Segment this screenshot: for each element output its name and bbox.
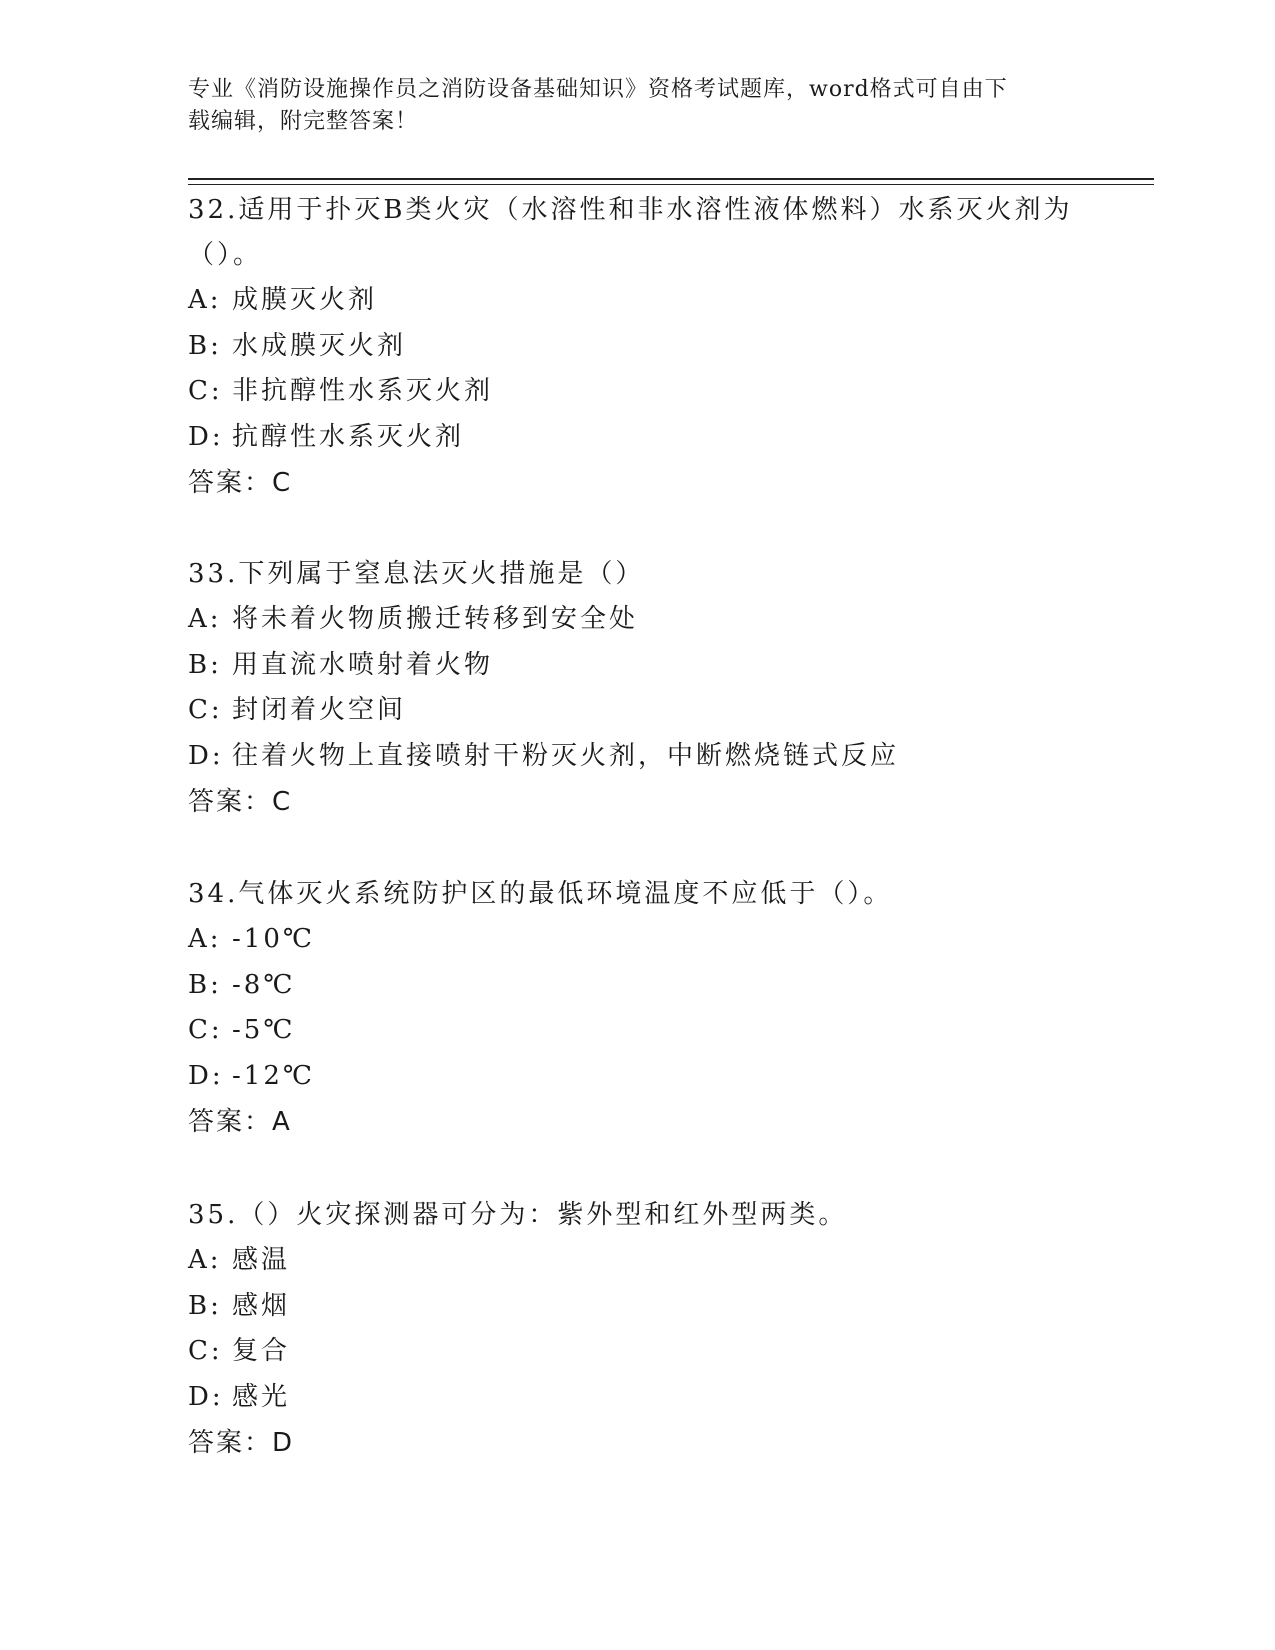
question-34 bbox=[188, 872, 1128, 1145]
document-header bbox=[188, 74, 1088, 138]
option-text: 感光 bbox=[232, 1381, 291, 1412]
option-b bbox=[188, 324, 1128, 370]
answer-line: 答案：D bbox=[188, 1428, 295, 1458]
option-text: 封闭着火空间 bbox=[232, 695, 407, 725]
option-a bbox=[188, 597, 1128, 643]
option-key: A: bbox=[188, 604, 222, 634]
option-key: C: bbox=[188, 695, 223, 725]
option-text: 抗醇性水系灭火剂 bbox=[232, 421, 465, 452]
option-a bbox=[188, 278, 1128, 324]
option-text: -5℃ bbox=[232, 1015, 296, 1045]
option-text: 将未着火物质搬迁转移到安全处 bbox=[232, 604, 639, 634]
option-c bbox=[188, 688, 1128, 734]
header-line-1: 专业《消防设施操作员之消防设备基础知识》资格考试题库，word格式可自由下 bbox=[188, 77, 1008, 102]
option-text: -8℃ bbox=[232, 969, 296, 1000]
option-d bbox=[188, 1054, 1128, 1100]
option-text: 感烟 bbox=[232, 1290, 291, 1321]
option-text: 复合 bbox=[232, 1336, 291, 1366]
question-stem-continued: （）。 bbox=[188, 240, 263, 270]
option-text: 往着火物上直接喷射干粉灭火剂，中断燃烧链式反应 bbox=[232, 740, 900, 771]
option-b bbox=[188, 1284, 1128, 1330]
option-key: B: bbox=[188, 330, 222, 361]
option-text: 非抗醇性水系灭火剂 bbox=[232, 376, 494, 406]
answer-line: 答案：C bbox=[188, 468, 293, 498]
answer-line: 答案：A bbox=[188, 1107, 292, 1137]
option-key: C: bbox=[188, 1336, 223, 1366]
option-text: -12℃ bbox=[232, 1060, 315, 1091]
option-text: 成膜灭火剂 bbox=[232, 285, 378, 315]
option-d bbox=[188, 734, 1128, 780]
option-a bbox=[188, 1238, 1128, 1284]
question-33 bbox=[188, 552, 1128, 825]
option-c bbox=[188, 1329, 1128, 1375]
option-d bbox=[188, 1375, 1128, 1421]
option-key: B: bbox=[188, 969, 222, 1000]
question-35 bbox=[188, 1193, 1128, 1466]
option-b bbox=[188, 963, 1128, 1009]
option-b bbox=[188, 643, 1128, 689]
option-key: C: bbox=[188, 376, 223, 406]
header-line-2: 载编辑，附完整答案！ bbox=[188, 109, 419, 134]
option-key: A: bbox=[188, 924, 222, 954]
option-key: D: bbox=[188, 740, 224, 771]
option-c bbox=[188, 369, 1128, 415]
option-key: D: bbox=[188, 1060, 224, 1091]
option-key: A: bbox=[188, 285, 222, 315]
option-key: D: bbox=[188, 1381, 224, 1412]
question-stem: 33.下列属于窒息法灭火措施是（） bbox=[188, 559, 645, 589]
question-32 bbox=[188, 188, 1128, 506]
option-text: 水成膜灭火剂 bbox=[232, 330, 407, 361]
header-divider-thin bbox=[188, 184, 1154, 185]
question-stem: 35.（）火灾探测器可分为：紫外型和红外型两类。 bbox=[188, 1200, 848, 1230]
option-key: B: bbox=[188, 649, 222, 680]
option-key: C: bbox=[188, 1015, 223, 1045]
option-a bbox=[188, 917, 1128, 963]
option-text: 用直流水喷射着火物 bbox=[232, 649, 494, 680]
option-text: 感温 bbox=[232, 1245, 291, 1275]
option-d bbox=[188, 415, 1128, 461]
question-stem: 32.适用于扑灭B类火灾（水溶性和非水溶性液体燃料）水系灭火剂为 bbox=[188, 195, 1073, 225]
header-divider-thick bbox=[188, 178, 1154, 180]
answer-line: 答案：C bbox=[188, 787, 293, 817]
option-text: -10℃ bbox=[232, 924, 315, 954]
question-stem: 34.气体灭火系统防护区的最低环境温度不应低于（）。 bbox=[188, 879, 893, 909]
option-c bbox=[188, 1008, 1128, 1054]
option-key: B: bbox=[188, 1290, 222, 1321]
option-key: D: bbox=[188, 421, 224, 452]
option-key: A: bbox=[188, 1245, 222, 1275]
